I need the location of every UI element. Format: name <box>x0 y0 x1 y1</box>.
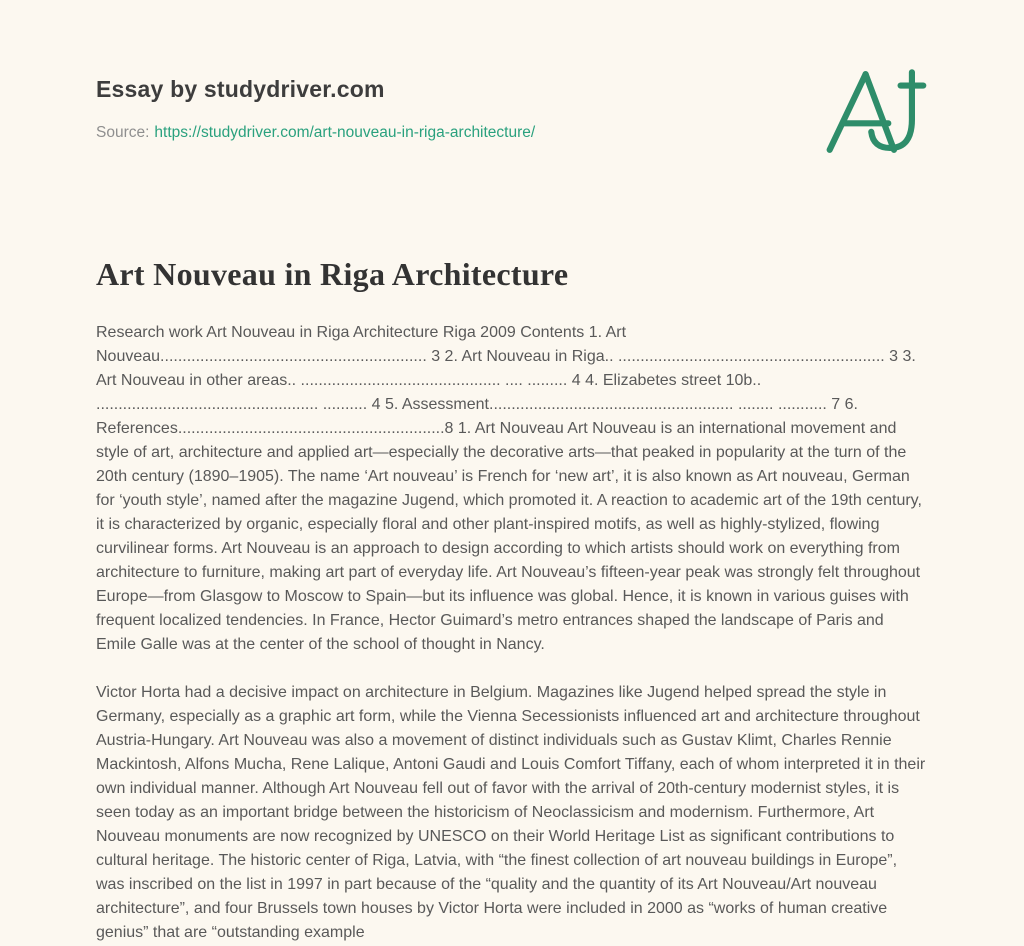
header-text-block <box>96 64 535 142</box>
source-label: Source: <box>96 124 150 141</box>
article-paragraph: Victor Horta had a decisive impact on architecture in Belgium. Magazines like Jugend helped spread the style in Germany, especially as a graphic art form, while the Vienna Secessionists influenced art and architecture throughout Austria-Hungary. Art Nouveau was also a movement of distinct individuals such as Gustav Klimt, Charles Rennie Mackintosh, Alfons Mucha, Rene Lalique, Antoni Gaudi and Louis Comfort Tiffany, each of whom interpreted it in their own individual manner. Although Art Nouveau fell out of favor with the arrival of 20th-century modernist styles, it is seen today as an important bridge between the historicism of Neoclassicism and modernism. Furthermore, Art Nouveau monuments are now recognized by UNESCO on their World Heritage List as significant contributions to cultural heritage. The historic center of Riga, Latvia, with “the finest collection of art nouveau buildings in Europe”, was inscribed on the list in 1997 in part because of the “quality and the quantity of its Art Nouveau/Art nouveau architecture”, and four Brussels town houses by Victor Horta were included in 2000 as “works of human creative genius” that are “outstanding example <box>96 684 926 941</box>
source-line <box>96 124 535 142</box>
essay-by-heading: Essay by studydriver.com <box>96 76 385 102</box>
article-paragraph: Research work Art Nouveau in Riga Architecture Riga 2009 Contents 1. Art Nouveau............................................................ 3 2. Art Nouveau in Riga.. ............................................................ 3 3. Art Nouveau in other areas.. ............................................. .... ......... 4 4. Elizabetes street 10b.. .................................................. .......... 4 5. Assessment....................................................... ........ ........... 7 6. References............................................................8 1. Art Nouveau Art Nouveau is an international movement and style of art, architecture and applied art—especially the decorative arts—that peaked in popularity at the turn of the 20th century (1890–1905). The name ‘Art nouveau’ is French for ‘new art’, it is also known as Art nouveau, German for ‘youth style’, named after the magazine Jugend, which promoted it. A reaction to academic art of the 19th century, it is characterized by organic, especially floral and other plant-inspired motifs, as well as highly-stylized, flowing curvilinear forms. Art Nouveau is an approach to design according to which artists should work on everything from architecture to furniture, making art part of everyday life. Art Nouveau’s fifteen-year peak was strongly felt throughout Europe—from Glasgow to Moscow to Spain—but its influence was global. Hence, it is known in various guises with frequent localized tendencies. In France, Hector Guimard’s metro entrances shaped the landscape of Paris and Emile Galle was at the center of the school of thought in Nancy. <box>96 324 922 653</box>
page-header <box>96 64 928 160</box>
studydriver-logo-icon <box>824 64 928 160</box>
article-title: Art Nouveau in Riga Architecture <box>96 256 569 292</box>
source-link[interactable]: https://studydriver.com/art-nouveau-in-riga-architecture/ <box>154 124 536 141</box>
